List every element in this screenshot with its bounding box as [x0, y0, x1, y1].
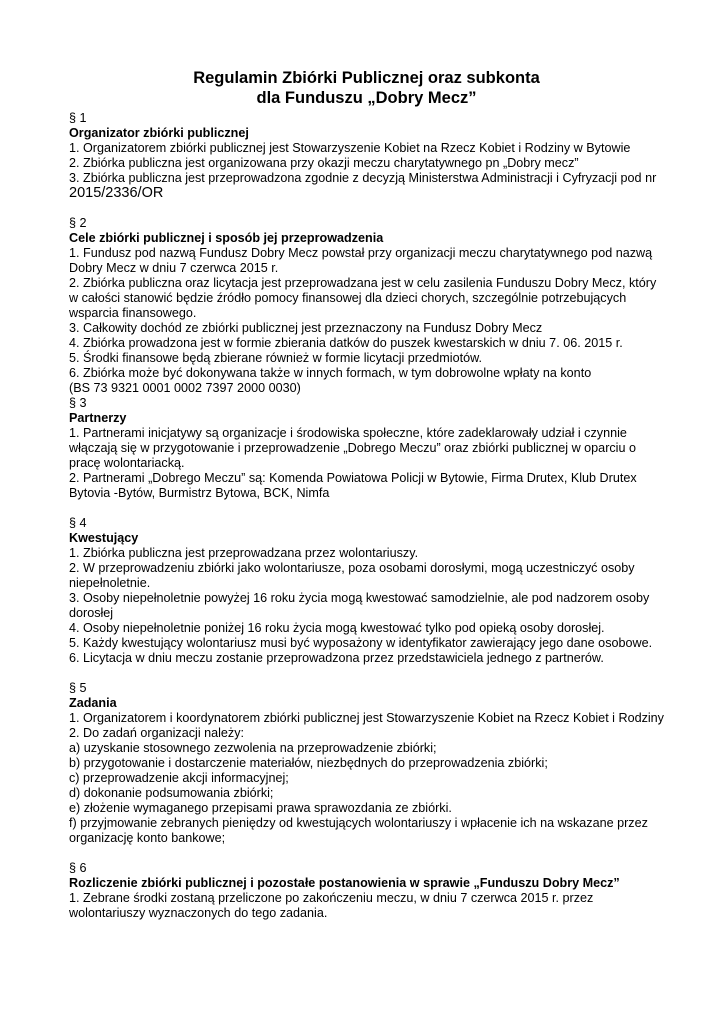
decision-number: 2015/2336/OR [69, 185, 164, 201]
list-item: 4. Osoby niepełnoletnie poniżej 16 roku życia mogą kwestować tylko pod opieką osoby dorosłej. [69, 621, 605, 635]
title-line-1: Regulamin Zbiórki Publicznej oraz subkonta [193, 69, 540, 87]
section-gap [69, 846, 664, 861]
list-item: 2. Do zadań organizacji należy: [69, 726, 245, 740]
section-gap [69, 501, 664, 516]
list-item: 2. W przeprowadzeniu zbiórki jako wolontariusze, poza osobami dorosłymi, mogą uczestniczyć osoby niepełnoletnie. [69, 561, 635, 590]
section-gap [69, 201, 664, 216]
list-item: b) przygotowanie i dostarczenie materiałów, niezbędnych do przeprowadzenia zbiórki; [69, 756, 548, 770]
section-2 [69, 216, 664, 396]
list-item: e) złożenie wymaganego przepisami prawa sprawozdania ze zbiórki. [69, 801, 452, 815]
document-title [69, 68, 664, 108]
section-number: § 3 [69, 396, 87, 410]
section-6 [69, 861, 664, 921]
section-heading: Organizator zbiórki publicznej [69, 126, 249, 140]
section-heading: Kwestujący [69, 531, 139, 545]
section-heading: Cele zbiórki publicznej i sposób jej przeprowadzenia [69, 231, 384, 245]
list-item: 1. Organizatorem zbiórki publicznej jest Stowarzyszenie Kobiet na Rzecz Kobiet i Rodziny w Bytowie [69, 141, 631, 155]
list-item: c) przeprowadzenie akcji informacyjnej; [69, 771, 289, 785]
title-line-2: dla Funduszu „Dobry Mecz” [256, 89, 477, 107]
list-item-text: 3. Zbiórka publiczna jest przeprowadzona zgodnie z decyzją Ministerstwa Administracji i Cyfryzacji pod nr [69, 171, 657, 185]
list-item: f) przyjmowanie zebranych pieniędzy od kwestujących wolontariuszy i wpłacenie ich na wskazane przez organizację konto bankowe; [69, 816, 648, 845]
list-item: 1. Partnerami inicjatywy są organizacje i środowiska społeczne, które zadeklarowały udział i czynnie włączają się w przygotowanie i przeprowadzenie „Dobrego Meczu” oraz zbiórki publicznej w oparciu o pracę wolontariacką. [69, 426, 636, 470]
list-item: 3. Całkowity dochód ze zbiórki publicznej jest przeznaczony na Fundusz Dobry Mecz [69, 321, 543, 335]
list-item: d) dokonanie podsumowania zbiórki; [69, 786, 274, 800]
list-item: 1. Organizatorem i koordynatorem zbiórki publicznej jest Stowarzyszenie Kobiet na Rzecz Kobiet i Rodziny [69, 711, 664, 725]
section-number: § 2 [69, 216, 87, 230]
list-item: 2. Partnerami „Dobrego Meczu” są: Komenda Powiatowa Policji w Bytowie, Firma Drutex, Klub Drutex Bytovia -Bytów, Burmistrz Bytowa, BCK, Nimfa [69, 471, 637, 500]
list-item-with-decision [69, 171, 664, 201]
list-item: 4. Zbiórka prowadzona jest w formie zbierania datków do puszek kwestarskich w dniu 7. 06. 2015 r. [69, 336, 623, 350]
section-1 [69, 111, 664, 201]
section-4 [69, 516, 664, 666]
section-5 [69, 681, 664, 846]
list-item: 1. Zbiórka publiczna jest przeprowadzana przez wolontariuszy. [69, 546, 419, 560]
section-number: § 6 [69, 861, 87, 875]
list-item: 5. Każdy kwestujący wolontariusz musi być wyposażony w identyfikator zawierający jego dane osobowe. [69, 636, 653, 650]
list-item: 1. Fundusz pod nazwą Fundusz Dobry Mecz powstał przy organizacji meczu charytatywnego pod nazwą Dobry Mecz w dniu 7 czerwca 2015 r. [69, 246, 653, 275]
bank-account: (BS 73 9321 0001 0002 7397 2000 0030) [69, 381, 301, 395]
section-gap [69, 666, 664, 681]
section-heading: Partnerzy [69, 411, 127, 425]
list-item: 2. Zbiórka publiczna oraz licytacja jest przeprowadzana jest w celu zasilenia Funduszu Dobry Mecz, który w całości stanowić będzie źródło pomocy finansowej dla dzieci chorych, szczególnie potrzebujących wsparcia finansowego. [69, 276, 657, 320]
list-item: 3. Osoby niepełnoletnie powyżej 16 roku życia mogą kwestować samodzielnie, ale pod nadzorem osoby dorosłej [69, 591, 650, 620]
list-item: 5. Środki finansowe będą zbierane również w formie licytacji przedmiotów. [69, 351, 482, 365]
list-item: 6. Licytacja w dniu meczu zostanie przeprowadzona przez przedstawiciela jednego z partnerów. [69, 651, 604, 665]
section-number: § 5 [69, 681, 87, 695]
list-item: 2. Zbiórka publiczna jest organizowana przy okazji meczu charytatywnego pn „Dobry mecz” [69, 156, 579, 170]
section-number: § 1 [69, 111, 87, 125]
list-item: 6. Zbiórka może być dokonywana także w innych formach, w tym dobrowolne wpłaty na konto [69, 366, 592, 380]
section-heading: Zadania [69, 696, 117, 710]
list-item: a) uzyskanie stosownego zezwolenia na przeprowadzenie zbiórki; [69, 741, 437, 755]
list-item: 1. Zebrane środki zostaną przeliczone po zakończeniu meczu, w dniu 7 czerwca 2015 r. przez wolontariuszy wyznaczonych do tego zadania. [69, 891, 594, 920]
section-3 [69, 396, 664, 501]
section-heading: Rozliczenie zbiórki publicznej i pozostałe postanowienia w sprawie „Funduszu Dobry Mecz” [69, 876, 620, 890]
section-number: § 4 [69, 516, 87, 530]
